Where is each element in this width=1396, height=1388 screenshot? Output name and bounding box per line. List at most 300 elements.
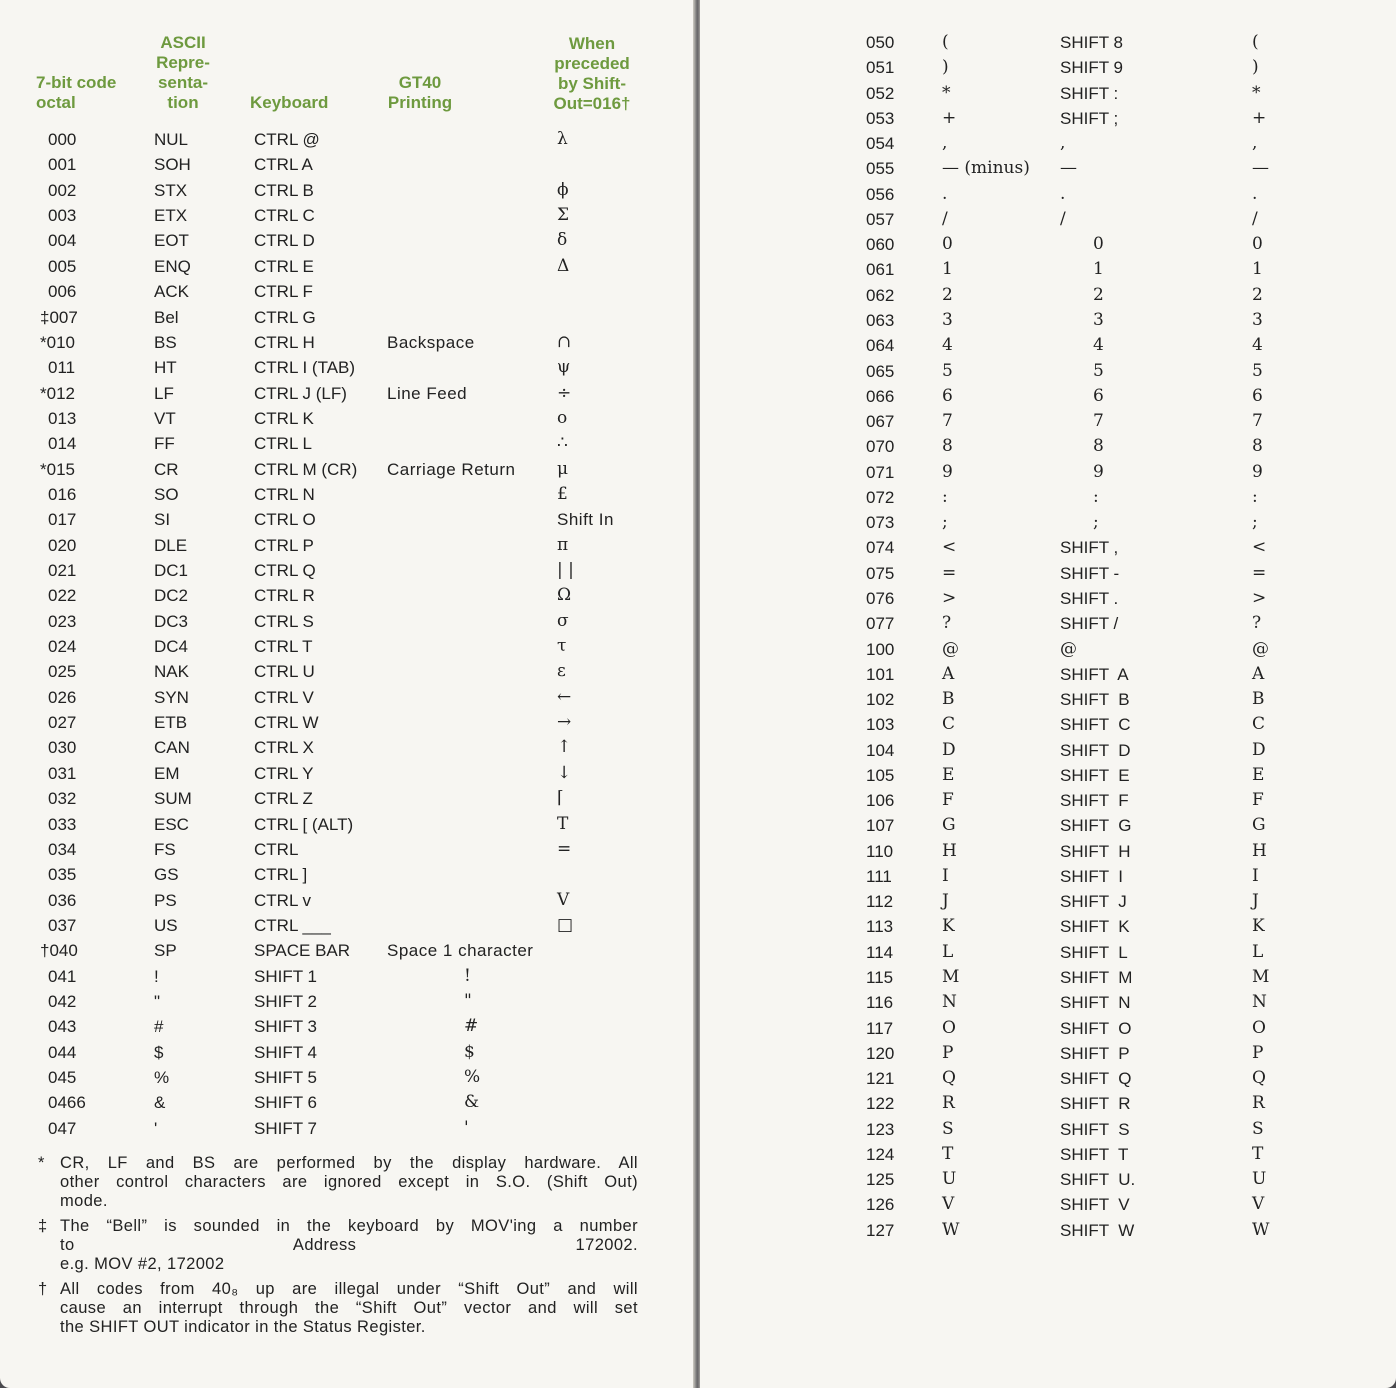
keyboard-cell: — [1060, 158, 1077, 179]
shift-out-cell: 9 [1252, 461, 1263, 482]
keyboard-cell: CTRL H [254, 332, 315, 352]
shift-out-cell: ← [557, 686, 572, 707]
keyboard-cell: SHIFT 4 [254, 1042, 317, 1062]
ascii-cell: J [942, 891, 949, 912]
code-cell: *010 [40, 332, 75, 352]
shift-out-cell: π [557, 534, 569, 555]
shift-out-cell: 6 [1252, 385, 1263, 406]
ascii-cell: F [942, 790, 954, 811]
header-code: 7-bit code octal [36, 73, 117, 112]
keyboard-cell: SHIFT , [1060, 538, 1119, 558]
code-cell: 116 [866, 993, 894, 1013]
code-cell: 103 [866, 715, 895, 735]
shift-out-cell: = [1252, 562, 1267, 583]
shift-out-cell: 4 [1252, 335, 1263, 356]
ascii-cell: PS [154, 890, 177, 910]
table-row [0, 735, 694, 760]
keyboard-cell: SHIFT 5 [254, 1068, 317, 1087]
shift-out-cell: £ [557, 483, 568, 504]
gt40-cell: & [464, 1092, 480, 1113]
code-cell: 100 [866, 639, 895, 659]
keyboard-cell: CTRL Z [254, 789, 313, 809]
keyboard-cell: CTRL B [254, 180, 314, 200]
ascii-cell: $ [154, 1042, 164, 1062]
footnote-line: CR, LF and BS are performed by the display hardware. All [60, 1154, 638, 1172]
ascii-cell: ETB [154, 713, 188, 733]
footnote-line: other control characters are ignored except in S.O. (Shift Out) [60, 1173, 638, 1191]
keyboard-cell: SHIFT O [1060, 1018, 1132, 1038]
keyboard-cell: SHIFT 3 [254, 1017, 317, 1037]
shift-out-cell: V [557, 889, 570, 910]
keyboard-cell: : [1093, 486, 1099, 507]
code-cell: 036 [48, 890, 77, 910]
keyboard-cell: CTRL @ [254, 130, 320, 149]
shift-out-cell: τ [557, 636, 567, 656]
keyboard-cell: CTRL O [254, 510, 316, 530]
table-row [700, 1167, 1396, 1192]
table-row [700, 1091, 1396, 1116]
shift-out-cell: ↓ [557, 762, 572, 783]
ascii-cell: 8 [942, 436, 953, 457]
keyboard-cell: SHIFT E [1060, 765, 1130, 785]
ascii-cell: H [942, 840, 957, 861]
keyboard-cell: SHIFT : [1060, 83, 1119, 103]
ascii-cell: DC2 [154, 586, 189, 606]
code-cell: 125 [866, 1170, 895, 1190]
shift-out-cell: R [1252, 1093, 1265, 1114]
code-cell: 126 [866, 1195, 895, 1215]
shift-out-cell: H [1252, 840, 1267, 861]
code-cell: 004 [48, 231, 77, 251]
shift-out-cell: Shift In [557, 510, 614, 530]
keyboard-cell: SHIFT Q [1060, 1069, 1132, 1089]
keyboard-cell: SHIFT V [1060, 1195, 1130, 1215]
table-row [0, 761, 694, 786]
code-cell: 104 [866, 740, 895, 760]
keyboard-cell: 6 [1093, 385, 1104, 406]
ascii-cell: G [942, 815, 956, 836]
gt40-cell: ' [464, 1117, 470, 1138]
shift-out-cell: V [1252, 1194, 1265, 1215]
gt40-cell: Space 1 character [387, 941, 534, 961]
keyboard-cell: SHIFT H [1060, 841, 1131, 861]
table-row [0, 659, 694, 684]
code-cell: 001 [48, 155, 77, 175]
keyboard-cell: 0 [1093, 234, 1104, 255]
ascii-cell: L [942, 941, 954, 962]
code-cell: 120 [866, 1043, 895, 1063]
ascii-cell: & [154, 1093, 166, 1113]
keyboard-cell: CTRL S [254, 611, 314, 631]
table-row [0, 1090, 694, 1115]
table-row [0, 355, 694, 380]
keyboard-cell: CTRL U [254, 662, 315, 682]
ascii-cell: 5 [942, 360, 953, 381]
table-row [0, 482, 694, 507]
table-row [0, 1116, 694, 1141]
code-cell: 057 [866, 209, 895, 229]
table-row [700, 1066, 1396, 1091]
code-cell: 030 [48, 738, 77, 758]
table-row [0, 178, 694, 203]
table-row [700, 1218, 1396, 1243]
code-cell: 023 [48, 611, 77, 631]
keyboard-cell: CTRL D [254, 231, 315, 251]
table-row [700, 763, 1396, 788]
keyboard-cell: CTRL L [254, 434, 312, 454]
table-row [700, 434, 1396, 459]
shift-out-cell: C [1252, 714, 1266, 735]
keyboard-cell: SHIFT F [1060, 791, 1129, 811]
keyboard-cell: SHIFT / [1060, 614, 1119, 634]
keyboard-cell: SHIFT R [1060, 1094, 1131, 1114]
ascii-cell: DC3 [154, 611, 189, 631]
table-row [700, 182, 1396, 207]
ascii-cell: C [942, 714, 956, 735]
footnote-mark: † [38, 1280, 48, 1298]
table-row [0, 609, 694, 634]
ascii-cell: 7 [942, 411, 953, 432]
code-cell: 0466 [48, 1093, 86, 1113]
keyboard-cell: CTRL E [254, 256, 314, 276]
keyboard-cell: CTRL W [254, 713, 319, 733]
code-cell: 034 [48, 839, 77, 859]
code-cell: 077 [866, 614, 895, 634]
ascii-cell: BS [154, 332, 177, 352]
keyboard-cell: CTRL Y [254, 763, 314, 783]
shift-out-cell: ψ [557, 357, 571, 378]
ascii-cell: " [154, 991, 161, 1011]
table-row [0, 152, 694, 177]
code-cell: *015 [40, 459, 75, 479]
ascii-cell: NAK [154, 662, 189, 682]
shift-out-cell: μ [557, 458, 569, 479]
footnote-line: All codes from 40₈ up are illegal under “Shift Out” and will [60, 1280, 638, 1298]
table-row [700, 131, 1396, 156]
ascii-cell: STX [154, 180, 188, 200]
ascii-cell: A [942, 663, 955, 684]
shift-out-cell: S [1252, 1118, 1264, 1139]
shift-out-cell: E [1252, 764, 1265, 785]
keyboard-cell: 3 [1093, 310, 1104, 330]
keyboard-cell: CTRL ] [254, 865, 308, 885]
ascii-cell: Bel [154, 307, 179, 327]
ascii-cell: T [942, 1143, 954, 1164]
shift-out-cell: → [557, 712, 572, 733]
table-row [0, 634, 694, 659]
ascii-cell: 6 [942, 385, 953, 406]
footnotes [38, 1154, 638, 1343]
ascii-cell: B [942, 689, 955, 709]
code-cell: 011 [48, 358, 76, 378]
shift-out-cell: T [1252, 1143, 1264, 1164]
table-row [0, 786, 694, 811]
ascii-cell: , [942, 133, 948, 154]
table-row [0, 1014, 694, 1039]
table-row [700, 384, 1396, 409]
keyboard-cell: . [1060, 183, 1066, 204]
ascii-cell: @ [942, 638, 959, 659]
left-page [0, 0, 694, 1388]
gt40-cell: ! [464, 965, 472, 986]
shift-out-cell: N [1252, 992, 1267, 1013]
table-row [0, 862, 694, 887]
code-cell: 072 [866, 487, 895, 507]
keyboard-cell: CTRL A [254, 155, 313, 175]
table-row [700, 81, 1396, 106]
header-keyboard: Keyboard [250, 93, 329, 112]
ascii-cell: R [942, 1093, 955, 1114]
table-row [700, 1016, 1396, 1041]
ascii-cell: K [942, 916, 955, 937]
code-cell: 047 [48, 1118, 77, 1138]
keyboard-cell: SHIFT G [1060, 816, 1132, 836]
code-cell: 022 [48, 586, 77, 606]
keyboard-cell: CTRL K [254, 408, 314, 428]
keyboard-cell: 7 [1093, 411, 1104, 432]
shift-out-cell: Q [1252, 1068, 1266, 1089]
footnote-line: mode. [60, 1192, 108, 1210]
ascii-cell: # [154, 1017, 164, 1037]
code-cell: 014 [48, 434, 77, 454]
ascii-cell: HT [154, 358, 177, 378]
ascii-cell: EM [154, 763, 180, 783]
keyboard-cell: SHIFT . [1060, 588, 1119, 608]
table-row [700, 283, 1396, 308]
table-row [700, 965, 1396, 990]
ascii-cell: E [942, 764, 955, 785]
table-row [700, 359, 1396, 384]
footnote-line: to Address 172002. [60, 1236, 638, 1254]
code-cell: 107 [866, 816, 895, 836]
gt40-cell: % [464, 1067, 481, 1087]
shift-out-cell: — [1252, 158, 1269, 179]
table-row [700, 839, 1396, 864]
shift-out-cell: : [1252, 486, 1258, 507]
code-cell: 013 [48, 408, 77, 428]
ascii-cell: 1 [942, 259, 953, 280]
shift-out-cell: | | [557, 560, 574, 580]
ascii-cell: ? [942, 613, 952, 634]
table-row [700, 990, 1396, 1015]
ascii-cell: DC1 [154, 561, 189, 580]
table-row [0, 558, 694, 583]
code-cell: 115 [866, 968, 894, 987]
code-cell: 052 [866, 83, 895, 103]
shift-out-cell: Ω [557, 585, 572, 606]
code-cell: 106 [866, 791, 895, 811]
footnote-line: the SHIFT OUT indicator in the Status Register. [60, 1318, 426, 1336]
ascii-cell: VT [154, 408, 176, 428]
keyboard-cell: CTRL C [254, 206, 315, 226]
table-row [0, 913, 694, 938]
shift-out-cell: J [1252, 891, 1259, 912]
table-row [700, 788, 1396, 813]
keyboard-cell: SHIFT A [1060, 664, 1129, 684]
keyboard-cell: SHIFT T [1060, 1144, 1129, 1164]
code-cell: 113 [866, 917, 894, 937]
code-cell: 065 [866, 361, 895, 381]
keyboard-cell: SHIFT C [1060, 715, 1131, 735]
keyboard-cell: SHIFT N [1060, 993, 1131, 1013]
shift-out-cell: 7 [1252, 411, 1263, 432]
table-row [0, 685, 694, 710]
keyboard-cell: SHIFT 8 [1060, 33, 1123, 52]
shift-out-cell: λ [557, 129, 568, 149]
keyboard-cell: 9 [1093, 461, 1104, 482]
code-cell: 043 [48, 1017, 77, 1037]
table-row [0, 964, 694, 989]
ascii-cell: DC4 [154, 637, 189, 656]
keyboard-cell: CTRL T [254, 637, 313, 656]
ascii-cell: ETX [154, 206, 188, 226]
code-cell: 050 [866, 33, 895, 52]
ascii-cell: SOH [154, 155, 191, 175]
ascii-cell: FF [154, 434, 175, 454]
table-row [0, 254, 694, 279]
shift-out-cell: 2 [1252, 284, 1263, 305]
keyboard-cell: 4 [1093, 335, 1104, 356]
keyboard-cell: CTRL R [254, 586, 315, 606]
ascii-cell: CAN [154, 738, 190, 758]
table-row [0, 837, 694, 862]
table-row [0, 888, 694, 913]
shift-out-cell: W [1252, 1219, 1270, 1240]
ascii-cell: S [942, 1118, 954, 1139]
keyboard-cell: CTRL X [254, 738, 314, 758]
code-cell: 006 [48, 282, 77, 302]
shift-out-cell: T [557, 813, 569, 834]
shift-out-cell: / [1252, 208, 1258, 229]
shift-out-cell: + [1252, 107, 1267, 128]
code-cell: 000 [48, 130, 77, 149]
keyboard-cell: SHIFT I [1060, 866, 1123, 886]
keyboard-cell: CTRL G [254, 307, 316, 327]
keyboard-cell: CTRL F [254, 282, 313, 302]
code-cell: 054 [866, 134, 895, 154]
table-row [0, 1040, 694, 1065]
footnote [38, 1280, 638, 1337]
ascii-cell: / [942, 208, 948, 229]
code-cell: 016 [48, 484, 77, 504]
shift-out-cell: K [1252, 916, 1265, 937]
ascii-cell: ! [154, 966, 159, 986]
shift-out-cell: L [1252, 941, 1264, 962]
shift-out-cell: o [557, 407, 568, 428]
keyboard-cell: SPACE BAR [254, 941, 351, 961]
shift-out-cell: G [1252, 815, 1266, 836]
table-row [700, 156, 1396, 181]
ascii-cell: I [942, 865, 949, 886]
shift-out-cell: ÷ [557, 382, 572, 403]
code-cell: 044 [48, 1042, 77, 1062]
shift-out-cell: B [1252, 689, 1265, 709]
footnote-line: e.g. MOV #2, 172002 [60, 1255, 225, 1273]
ascii-cell: * [942, 82, 951, 103]
table-row [0, 203, 694, 228]
keyboard-cell: CTRL [254, 839, 299, 859]
keyboard-cell: SHIFT D [1060, 740, 1131, 760]
code-cell: 110 [866, 841, 894, 861]
code-cell: 056 [866, 184, 895, 204]
ascii-cell: ' [154, 1118, 158, 1138]
ascii-cell: SP [154, 941, 177, 961]
code-cell: 055 [866, 159, 895, 179]
table-row [700, 106, 1396, 131]
shift-out-cell: δ [557, 230, 568, 251]
ascii-cell: SYN [154, 687, 189, 707]
gt40-cell: # [464, 1016, 479, 1037]
ascii-cell: SO [154, 484, 179, 504]
keyboard-cell: SHIFT B [1060, 690, 1130, 709]
shift-out-cell: Δ [557, 255, 570, 276]
table-row [700, 55, 1396, 80]
table-row [0, 406, 694, 431]
shift-out-cell: 1 [1252, 259, 1263, 280]
code-cell: 027 [48, 713, 77, 733]
ascii-cell: ENQ [154, 256, 191, 276]
table-row [0, 507, 694, 532]
keyboard-cell: / [1060, 208, 1066, 229]
ascii-cell: > [942, 587, 957, 608]
code-cell: 021 [48, 561, 77, 580]
shift-out-cell: ⌈ [557, 788, 564, 809]
table-row [700, 485, 1396, 510]
shift-out-cell: A [1252, 663, 1265, 684]
keyboard-cell: SHIFT L [1060, 942, 1128, 962]
table-row [700, 30, 1396, 55]
shift-out-cell: ε [557, 661, 566, 682]
ascii-cell: 9 [942, 461, 953, 482]
table-row [700, 535, 1396, 560]
keyboard-cell: 1 [1093, 259, 1104, 280]
code-cell: 017 [48, 510, 77, 530]
ascii-cell: W [942, 1219, 960, 1240]
table-row [0, 989, 694, 1014]
keyboard-cell: CTRL N [254, 484, 315, 504]
keyboard-cell: SHIFT W [1060, 1220, 1135, 1240]
table-row [700, 687, 1396, 712]
code-cell: 066 [866, 386, 895, 406]
shift-out-cell: ( [1252, 32, 1259, 52]
code-cell: 064 [866, 336, 895, 356]
keyboard-cell: CTRL M (CR) [254, 459, 358, 479]
shift-out-cell: ∩ [557, 331, 572, 352]
ascii-cell: SI [154, 510, 171, 530]
ascii-cell: 2 [942, 284, 953, 305]
table-row [700, 738, 1396, 763]
code-cell: 123 [866, 1119, 895, 1139]
table-row [700, 308, 1396, 333]
shift-out-cell: U [1252, 1169, 1267, 1190]
code-cell: 032 [48, 789, 77, 809]
shift-out-cell: , [1252, 133, 1258, 154]
code-cell: 114 [866, 942, 894, 962]
table-row [700, 712, 1396, 737]
shift-out-cell: O [1252, 1017, 1266, 1038]
keyboard-cell: CTRL I (TAB) [254, 358, 356, 378]
table-row [700, 586, 1396, 611]
ascii-cell: 3 [942, 310, 953, 330]
shift-out-cell: ; [1252, 512, 1258, 533]
table-row [0, 305, 694, 330]
code-cell: ‡007 [40, 307, 78, 327]
keyboard-cell: SHIFT - [1060, 563, 1120, 583]
code-cell: 026 [48, 687, 77, 707]
table-row [700, 662, 1396, 687]
table-row [0, 330, 694, 355]
shift-out-cell: σ [557, 610, 569, 631]
